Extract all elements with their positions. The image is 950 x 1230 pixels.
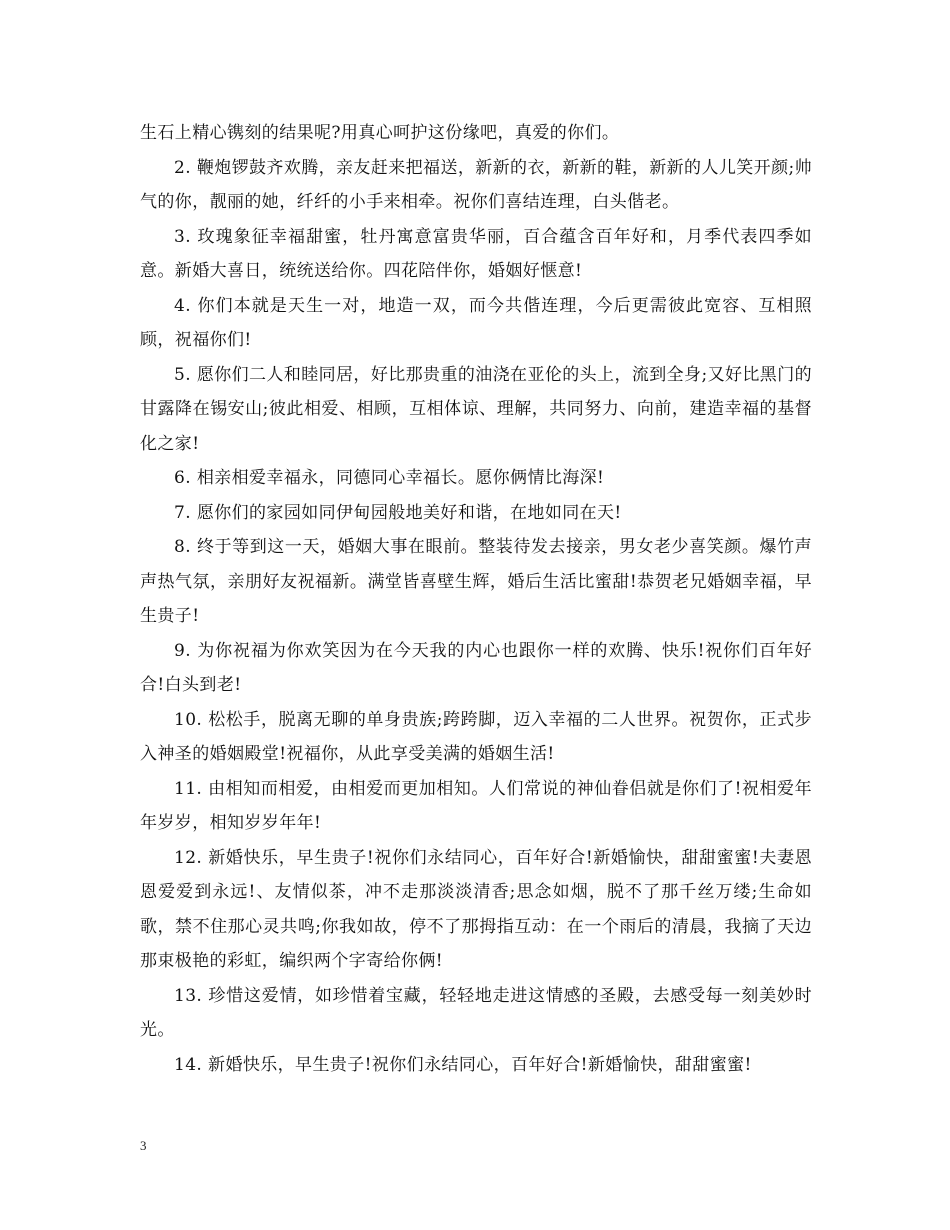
page-number: 3: [140, 1138, 147, 1153]
paragraph-continued: 生石上精心镌刻的结果呢?用真心呵护这份缘吧，真爱的你们。: [140, 123, 620, 143]
paragraph-item-7: 7. 愿你们的家园如同伊甸园般地美好和谐，在地如同在天!: [174, 502, 622, 523]
paragraph-item-9: 9. 为你祝福为你欢笑因为在今天我的内心也跟你一样的欢腾、快乐!祝你们百年好合!白头到老!: [140, 640, 812, 695]
paragraph-item-14: 14. 新婚快乐，早生贵子!祝你们永结同心，百年好合!新婚愉快，甜甜蜜蜜!: [174, 1054, 752, 1075]
paragraph-item-10: 10. 松松手，脱离无聊的单身贵族;跨跨脚，迈入幸福的二人世界。祝贺你，正式步入神圣的婚姻殿堂!祝福你，从此享受美满的婚姻生活!: [140, 709, 812, 764]
paragraph-item-4: 4. 你们本就是天生一对，地造一双，而今共偕连理，今后更需彼此宽容、互相照顾，祝福你们!: [140, 295, 812, 350]
paragraph-item-11: 11. 由相知而相爱，由相爱而更加相知。人们常说的神仙眷侣就是你们了!祝相爱年年岁岁，相知岁岁年年!: [140, 778, 812, 833]
paragraph-item-12: 12. 新婚快乐，早生贵子!祝你们永结同心，百年好合!新婚愉快，甜甜蜜蜜!夫妻恩恩爱爱到永远!、友情似茶，冲不走那淡淡清香;思念如烟，脱不了那千丝万缕;生命如歌，禁不住那心灵共鸣;你我如故，停不了那拇指互动：在一个雨后的清晨，我摘了天边那束极艳的彩虹，编织两个字寄给你俩!: [140, 847, 812, 971]
paragraph-item-6: 6. 相亲相爱幸福永，同德同心幸福长。愿你俩情比海深!: [174, 468, 605, 488]
paragraph-item-3: 3. 玫瑰象征幸福甜蜜，牡丹寓意富贵华丽，百合蕴含百年好和，月季代表四季如意。新婚大喜日，统统送给你。四花陪伴你，婚姻好惬意!: [140, 226, 812, 281]
document-body: [140, 116, 812, 1082]
paragraph-item-5: 5. 愿你们二人和睦同居，好比那贵重的油浇在亚伦的头上，流到全身;又好比黑门的甘露降在锡安山;彼此相爱、相顾，互相体谅、理解，共同努力、向前，建造幸福的基督化之家!: [140, 364, 812, 454]
paragraph-item-13: 13. 珍惜这爱情，如珍惜着宝藏，轻轻地走进这情感的圣殿，去感受每一刻美妙时光。: [140, 985, 812, 1040]
paragraph-item-8: 8. 终于等到这一天，婚姻大事在眼前。整装待发去接亲，男女老少喜笑颜。爆竹声声热气氛，亲朋好友祝福新。满堂皆喜壁生辉，婚后生活比蜜甜!恭贺老兄婚姻幸福，早生贵子!: [140, 537, 812, 626]
paragraph-item-2: 2. 鞭炮锣鼓齐欢腾，亲友赶来把福送，新新的衣，新新的鞋，新新的人儿笑开颜;帅气的你，靓丽的她，纤纤的小手来相牵。祝你们喜结连理，白头偕老。: [140, 157, 812, 212]
